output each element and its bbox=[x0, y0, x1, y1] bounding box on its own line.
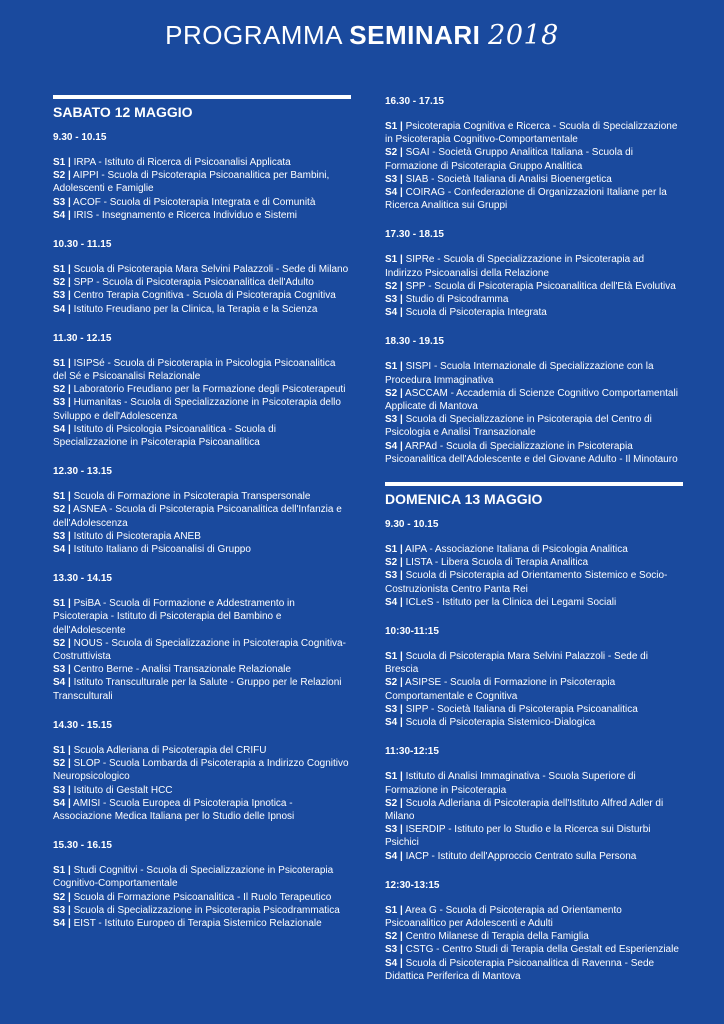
session-label: S4 | bbox=[53, 209, 71, 221]
time-slot bbox=[53, 572, 351, 703]
seminar-text: Centro Terapia Cognitiva - Scuola di Psicoterapia Cognitiva bbox=[73, 290, 336, 302]
seminar-entry bbox=[385, 120, 683, 146]
seminar-text: IACP - Istituto dell'Approccio Centrato sulla Persona bbox=[405, 850, 637, 862]
seminar-entry bbox=[53, 289, 351, 302]
session-label: S1 | bbox=[53, 357, 71, 369]
seminar-entry bbox=[385, 569, 683, 595]
session-label: S4 | bbox=[53, 917, 71, 929]
seminar-text: Scuola di Psicoterapia ad Orientamento Sistemico e Socio-Costruzionista Centro Panta Rei bbox=[385, 570, 668, 595]
seminar-text: CSTG - Centro Studi di Terapia della Gestalt ed Esperienziale bbox=[405, 944, 679, 956]
seminar-text: AIPA - Associazione Italiana di Psicologia Analitica bbox=[405, 544, 628, 556]
seminar-entry bbox=[385, 957, 683, 983]
seminar-entry bbox=[385, 596, 683, 609]
session-label: S2 | bbox=[53, 891, 71, 903]
seminar-entry bbox=[53, 276, 351, 289]
seminar-text: Scuola di Specializzazione in Psicoterapia del Centro di Psicologia e Analisi Transazionale bbox=[385, 414, 652, 439]
seminar-text: ISIPSé - Scuola di Psicoterapia in Psicologia Psicoanalitica del Sé e Psicoanalisi Relazionale bbox=[53, 357, 336, 383]
session-label: S4 | bbox=[385, 307, 403, 319]
seminar-entry bbox=[385, 556, 683, 569]
session-label: S4 | bbox=[53, 677, 71, 689]
session-label: S1 | bbox=[385, 361, 403, 373]
seminar-text: SGAI - Società Gruppo Analitica Italiana - Scuola di Formazione di Psicoterapia Gruppo Analitica bbox=[385, 147, 633, 172]
seminar-entry bbox=[53, 303, 351, 316]
slot-time: 13.30 - 14.15 bbox=[53, 573, 112, 585]
seminar-text: ASCCAM - Accademia di Scienze Cognitivo Comportamentali Applicate di Mantova bbox=[385, 387, 678, 413]
session-label: S2 | bbox=[385, 677, 403, 689]
seminar-entry bbox=[53, 383, 351, 396]
sunday-slots bbox=[385, 518, 683, 983]
seminar-entry bbox=[385, 186, 683, 212]
seminar-text: SIPP - Società Italiana di Psicoterapia Psicoanalitica bbox=[405, 703, 638, 715]
session-label: S2 | bbox=[53, 170, 71, 182]
left-column bbox=[53, 95, 351, 946]
seminar-text: PsiBA - Scuola di Formazione e Addestramento in Psicoterapia - Istituto di Psicoterapia del Bambino e dell'Adolescente bbox=[53, 598, 295, 636]
session-label: S2 | bbox=[53, 277, 71, 289]
seminar-entry bbox=[53, 503, 351, 529]
seminar-text: Istituto Italiano di Psicoanalisi di Gruppo bbox=[73, 544, 251, 556]
seminar-entry bbox=[385, 253, 683, 279]
seminar-text: Scuola di Psicoterapia Mara Selvini Palazzoli - Sede di Brescia bbox=[385, 651, 648, 676]
seminar-text: ASIPSE - Scuola di Formazione in Psicoterapia Comportamentale e Cognitiva bbox=[385, 677, 616, 702]
seminar-text: COIRAG - Confederazione di Organizzazioni Italiane per la Ricerca Analitica sui Gruppi bbox=[385, 187, 667, 212]
seminar-text: NOUS - Scuola di Specializzazione in Psicoterapia Cognitiva-Costruttivista bbox=[53, 637, 346, 663]
seminar-text: Centro Berne - Analisi Transazionale Relazionale bbox=[73, 664, 291, 676]
seminar-text: ACOF - Scuola di Psicoterapia Integrata e di Comunità bbox=[73, 196, 316, 208]
time-slot bbox=[385, 879, 683, 983]
seminar-entry bbox=[385, 676, 683, 702]
session-label: S2 | bbox=[53, 758, 71, 770]
seminar-entry bbox=[53, 423, 351, 449]
session-label: S2 | bbox=[385, 147, 403, 159]
seminar-entry bbox=[385, 173, 683, 186]
session-label: S2 | bbox=[53, 637, 71, 649]
day-heading-sunday: DOMENICA 13 MAGGIO bbox=[385, 482, 683, 508]
seminar-entry bbox=[53, 530, 351, 543]
session-label: S3 | bbox=[385, 414, 403, 426]
title-seminari: SEMINARI bbox=[349, 20, 481, 50]
time-slot bbox=[385, 625, 683, 729]
seminar-text: AMISI - Scuola Europea di Psicoterapia Ipnotica - Associazione Medica Italiana per lo Studio delle Ipnosi bbox=[53, 797, 295, 822]
session-label: S3 | bbox=[53, 904, 71, 916]
session-label: S1 | bbox=[53, 598, 71, 610]
seminar-text: Scuola di Specializzazione in Psicoterapia Psicodrammatica bbox=[73, 904, 340, 916]
seminar-entry bbox=[385, 930, 683, 943]
seminar-text: ICLeS - Istituto per la Clinica dei Legami Sociali bbox=[405, 596, 617, 608]
session-label: S1 | bbox=[385, 544, 403, 556]
session-label: S3 | bbox=[385, 944, 403, 956]
session-label: S3 | bbox=[385, 173, 403, 185]
seminar-entry bbox=[385, 823, 683, 849]
session-label: S2 | bbox=[385, 797, 403, 809]
session-label: S1 | bbox=[385, 771, 403, 783]
time-slot bbox=[53, 131, 351, 222]
session-label: S3 | bbox=[53, 784, 71, 796]
seminar-text: Scuola di Psicoterapia Mara Selvini Palazzoli - Sede di Milano bbox=[73, 264, 349, 276]
seminar-entry bbox=[385, 360, 683, 386]
session-label: S1 | bbox=[385, 651, 403, 663]
seminar-entry bbox=[53, 744, 351, 757]
seminar-text: Istituto Freudiano per la Clinica, la Terapia e la Scienza bbox=[73, 303, 318, 315]
session-label: S1 | bbox=[53, 744, 71, 756]
session-label: S3 | bbox=[385, 570, 403, 582]
seminar-entry bbox=[53, 209, 351, 222]
seminar-text: Scuola di Formazione in Psicoterapia Transpersonale bbox=[73, 491, 311, 503]
seminar-entry bbox=[53, 543, 351, 556]
day-heading-saturday: SABATO 12 MAGGIO bbox=[53, 95, 351, 121]
slot-time: 10.30 - 11.15 bbox=[53, 239, 112, 251]
time-slot bbox=[53, 332, 351, 449]
saturday-cont-slots bbox=[385, 95, 683, 466]
title-programma: PROGRAMMA bbox=[165, 20, 342, 50]
seminar-entry bbox=[53, 904, 351, 917]
session-label: S3 | bbox=[385, 703, 403, 715]
seminar-entry bbox=[53, 864, 351, 890]
session-label: S2 | bbox=[53, 384, 71, 396]
time-slot bbox=[385, 335, 683, 466]
seminar-text: ASNEA - Scuola di Psicoterapia Psicoanalitica dell'Infanzia e dell'Adolescenza bbox=[53, 504, 342, 529]
seminar-entry bbox=[53, 196, 351, 209]
seminar-entry bbox=[53, 676, 351, 702]
session-label: S3 | bbox=[53, 397, 71, 409]
slot-time: 12:30-13:15 bbox=[385, 879, 440, 891]
session-label: S4 | bbox=[53, 423, 71, 435]
session-label: S1 | bbox=[53, 491, 71, 503]
seminar-text: IRIS - Insegnamento e Ricerca Individuo e Sistemi bbox=[73, 209, 298, 221]
seminar-entry bbox=[53, 263, 351, 276]
session-label: S4 | bbox=[53, 544, 71, 556]
session-label: S1 | bbox=[385, 904, 403, 916]
seminar-text: Centro Milanese di Terapia della Famiglia bbox=[405, 931, 589, 943]
time-slot bbox=[53, 465, 351, 556]
time-slot bbox=[385, 95, 683, 212]
session-label: S4 | bbox=[53, 303, 71, 315]
session-label: S4 | bbox=[385, 717, 403, 729]
seminar-entry bbox=[53, 357, 351, 383]
slot-time: 11:30-12:15 bbox=[385, 746, 439, 758]
seminar-entry bbox=[53, 396, 351, 422]
session-label: S4 | bbox=[385, 187, 403, 199]
seminar-entry bbox=[385, 413, 683, 439]
seminar-entry bbox=[385, 306, 683, 319]
seminar-text: SPP - Scuola di Psicoterapia Psicoanalitica dell'Età Evolutiva bbox=[405, 280, 676, 292]
time-slot bbox=[53, 719, 351, 823]
session-label: S2 | bbox=[53, 504, 71, 516]
seminar-text: SIPRe - Scuola di Specializzazione in Psicoterapia ad Indirizzo Psicoanalisi della Relazione bbox=[385, 254, 645, 279]
session-label: S1 | bbox=[53, 157, 71, 168]
slot-time: 11.30 - 12.15 bbox=[53, 332, 112, 344]
slot-time: 10:30-11:15 bbox=[385, 626, 439, 638]
seminar-entry bbox=[53, 797, 351, 823]
seminar-entry bbox=[53, 917, 351, 930]
slot-time: 9.30 - 10.15 bbox=[385, 519, 439, 531]
seminar-entry bbox=[53, 490, 351, 503]
slot-time: 12.30 - 13.15 bbox=[53, 466, 112, 478]
session-label: S2 | bbox=[385, 387, 403, 399]
seminar-text: IRPA - Istituto di Ricerca di Psicoanalisi Applicata bbox=[73, 157, 291, 168]
seminar-text: ARPAd - Scuola di Specializzazione in Psicoterapia Psicoanalitica dell'Adolescente e del Giovane Adulto - Il Minotauro bbox=[385, 440, 678, 465]
seminar-entry bbox=[385, 797, 683, 823]
session-label: S3 | bbox=[385, 294, 403, 306]
seminar-entry bbox=[385, 293, 683, 306]
seminar-text: ISERDIP - Istituto per lo Studio e la Ricerca sui Disturbi Psichici bbox=[385, 824, 651, 849]
seminar-text: Scuola di Psicoterapia Psicoanalitica di Ravenna - Sede Didattica Periferica di Mantova bbox=[385, 957, 655, 982]
seminar-text: SIAB - Società Italiana di Analisi Bioenergetica bbox=[405, 173, 612, 185]
seminar-text: Scuola di Formazione Psicoanalitica - Il Ruolo Terapeutico bbox=[73, 891, 332, 903]
seminar-entry bbox=[385, 543, 683, 556]
saturday-slots bbox=[53, 131, 351, 930]
right-column bbox=[385, 95, 683, 999]
session-label: S2 | bbox=[385, 557, 403, 569]
session-label: S3 | bbox=[53, 290, 71, 302]
seminar-text: Scuola Adleriana di Psicoterapia del CRIFU bbox=[73, 744, 267, 756]
title-year: 2018 bbox=[488, 20, 559, 51]
seminar-entry bbox=[53, 784, 351, 797]
seminar-text: Istituto di Gestalt HCC bbox=[73, 784, 173, 796]
seminar-entry bbox=[385, 770, 683, 796]
seminar-text: Humanitas - Scuola di Specializzazione in Psicoterapia dello Sviluppo e dell'Adolescenza bbox=[53, 397, 341, 422]
seminar-text: EIST - Istituto Europeo di Terapia Sistemico Relazionale bbox=[73, 917, 322, 929]
seminar-text: Studi Cognitivi - Scuola di Specializzazione in Psicoterapia Cognitivo-Comportamentale bbox=[53, 865, 334, 890]
seminar-entry bbox=[53, 637, 351, 663]
seminar-entry bbox=[53, 156, 351, 169]
seminar-entry bbox=[53, 169, 351, 195]
time-slot bbox=[385, 745, 683, 862]
seminar-entry bbox=[385, 904, 683, 930]
seminar-entry bbox=[53, 757, 351, 783]
session-label: S1 | bbox=[53, 865, 71, 877]
seminar-entry bbox=[385, 703, 683, 716]
seminar-entry bbox=[385, 146, 683, 172]
seminar-text: Istituto di Psicologia Psicoanalitica - Scuola di Specializzazione in Psicoterapia Psicoanalitica bbox=[53, 423, 276, 449]
seminar-text: SPP - Scuola di Psicoterapia Psicoanalitica dell'Adulto bbox=[73, 277, 314, 289]
session-label: S4 | bbox=[385, 850, 403, 862]
time-slot bbox=[53, 238, 351, 316]
seminar-text: Studio di Psicodramma bbox=[405, 294, 509, 306]
slot-time: 15.30 - 16.15 bbox=[53, 840, 112, 852]
seminar-entry bbox=[385, 850, 683, 863]
seminar-entry bbox=[385, 440, 683, 466]
session-label: S2 | bbox=[385, 931, 403, 943]
slot-time: 9.30 - 10.15 bbox=[53, 132, 107, 143]
session-label: S3 | bbox=[53, 530, 71, 542]
session-label: S3 | bbox=[53, 196, 71, 208]
session-label: S2 | bbox=[385, 280, 403, 292]
seminar-entry bbox=[53, 663, 351, 676]
time-slot bbox=[385, 228, 683, 319]
session-label: S1 | bbox=[53, 264, 71, 276]
seminar-text: Area G - Scuola di Psicoterapia ad Orientamento Psicoanalitico per Adolescenti e Adulti bbox=[385, 904, 622, 929]
seminar-entry bbox=[385, 650, 683, 676]
seminar-text: Scuola di Psicoterapia Sistemico-Dialogica bbox=[405, 717, 596, 729]
seminar-text: AIPPI - Scuola di Psicoterapia Psicoanalitica per Bambini, Adolescenti e Famiglie bbox=[53, 170, 330, 195]
time-slot bbox=[53, 839, 351, 930]
seminar-text: Scuola di Psicoterapia Integrata bbox=[405, 307, 547, 319]
seminar-entry bbox=[53, 597, 351, 637]
slot-time: 16.30 - 17.15 bbox=[385, 96, 444, 107]
seminar-entry bbox=[53, 891, 351, 904]
session-label: S4 | bbox=[385, 596, 403, 608]
session-label: S1 | bbox=[385, 121, 403, 132]
seminar-text: Istituto di Psicoterapia ANEB bbox=[73, 530, 201, 542]
seminar-text: Psicoterapia Cognitiva e Ricerca - Scuola di Specializzazione in Psicoterapia Cognitivo-Comportamentale bbox=[385, 121, 678, 146]
seminar-text: Scuola Adleriana di Psicoterapia dell'Istituto Alfred Adler di Milano bbox=[385, 797, 664, 822]
seminar-text: LISTA - Libera Scuola di Terapia Analitica bbox=[405, 557, 589, 569]
slot-time: 14.30 - 15.15 bbox=[53, 719, 112, 731]
session-label: S4 | bbox=[385, 440, 403, 452]
session-label: S4 | bbox=[385, 957, 403, 969]
seminar-text: SLOP - Scuola Lombarda di Psicoterapia a Indirizzo Cognitivo Neuropsicologico bbox=[53, 758, 349, 783]
seminar-entry bbox=[385, 387, 683, 413]
session-label: S4 | bbox=[53, 797, 71, 809]
seminar-entry bbox=[385, 280, 683, 293]
seminar-text: Laboratorio Freudiano per la Formazione degli Psicoterapeuti bbox=[73, 384, 346, 396]
slot-time: 18.30 - 19.15 bbox=[385, 336, 444, 348]
seminar-entry bbox=[385, 716, 683, 729]
seminar-entry bbox=[385, 943, 683, 956]
session-label: S1 | bbox=[385, 254, 403, 266]
page-title bbox=[0, 18, 724, 53]
seminar-text: Istituto di Analisi Immaginativa - Scuola Superiore di Formazione in Psicoterapia bbox=[385, 771, 636, 796]
seminar-text: SISPI - Scuola Internazionale di Specializzazione con la Procedura Immaginativa bbox=[385, 361, 654, 386]
session-label: S3 | bbox=[385, 824, 403, 836]
time-slot bbox=[385, 518, 683, 609]
seminar-text: Istituto Transculturale per la Salute - Gruppo per le Relazioni Transculturali bbox=[53, 677, 342, 702]
session-label: S3 | bbox=[53, 664, 71, 676]
slot-time: 17.30 - 18.15 bbox=[385, 229, 444, 241]
